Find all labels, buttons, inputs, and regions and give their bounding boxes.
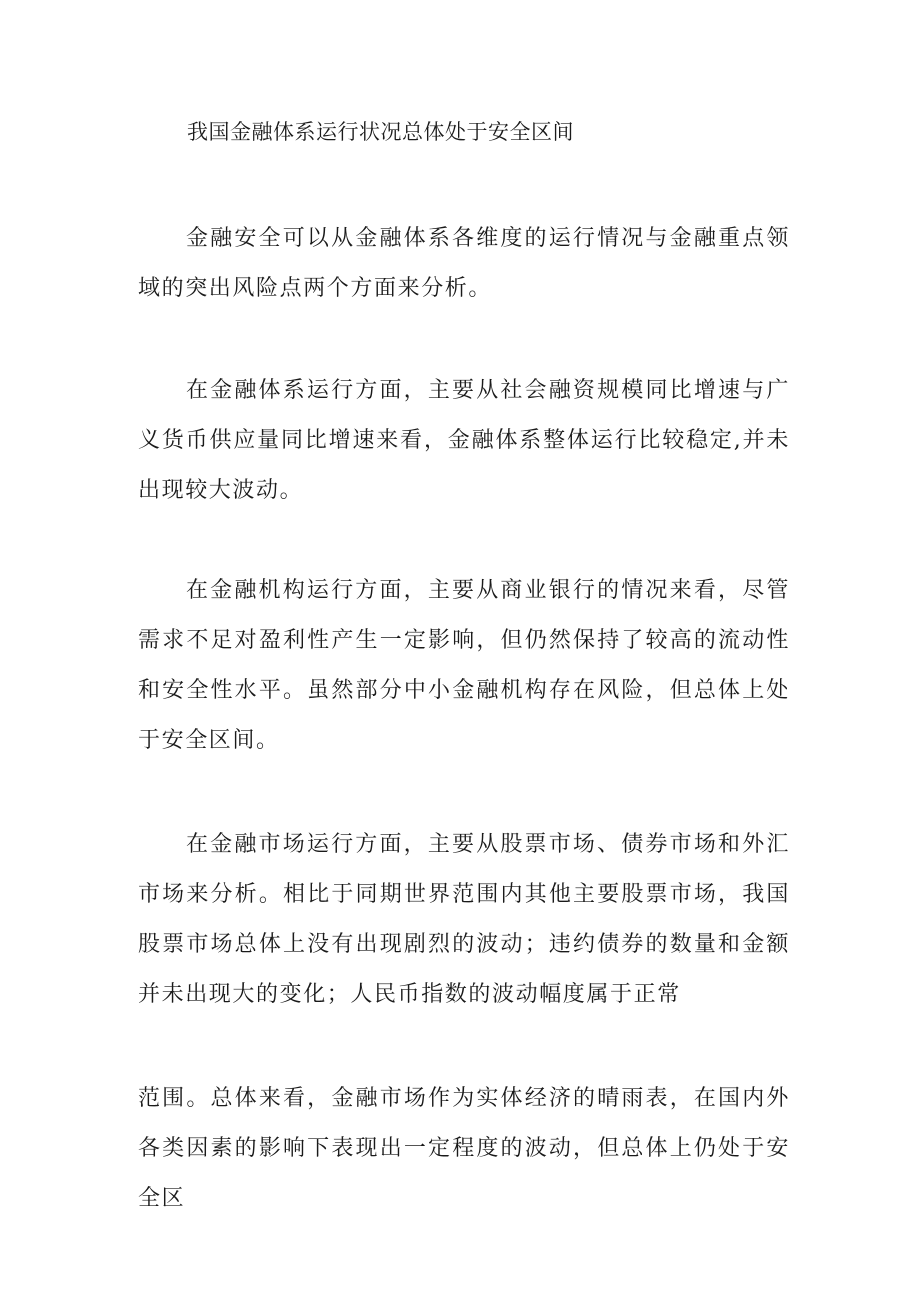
paragraph-financial-institutions-operation: 在金融机构运行方面，主要从商业银行的情况来看，尽管需求不足对盈利性产生一定影响，但仍然保持了较高的流动性和安全性水平。虽然部分中小金融机构存在风险，但总体上处于安全区间。 — [138, 578, 790, 753]
paragraph-financial-system-operation: 在金融体系运行方面，主要从社会融资规模同比增速与广义货币供应量同比增速来看，金融体系整体运行比较稳定,并未出现较大波动。 — [138, 378, 790, 503]
paragraph-financial-security-overview: 金融安全可以从金融体系各维度的运行情况与金融重点领域的突出风险点两个方面来分析。 — [138, 226, 790, 301]
section-heading: 我国金融体系运行状况总体处于安全区间 — [187, 120, 574, 144]
paragraph-markets-summary-continued: 范围。总体来看，金融市场作为实体经济的晴雨表，在国内外各类因素的影响下表现出一定程度的波动，但总体上仍处于安全区 — [138, 1086, 790, 1211]
paragraph-financial-markets-operation: 在金融市场运行方面，主要从股票市场、债券市场和外汇市场来分析。相比于同期世界范围内其他主要股票市场，我国股票市场总体上没有出现剧烈的波动；违约债券的数量和金额并未出现大的变化；人民币指数的波动幅度属于正常 — [138, 832, 790, 1007]
